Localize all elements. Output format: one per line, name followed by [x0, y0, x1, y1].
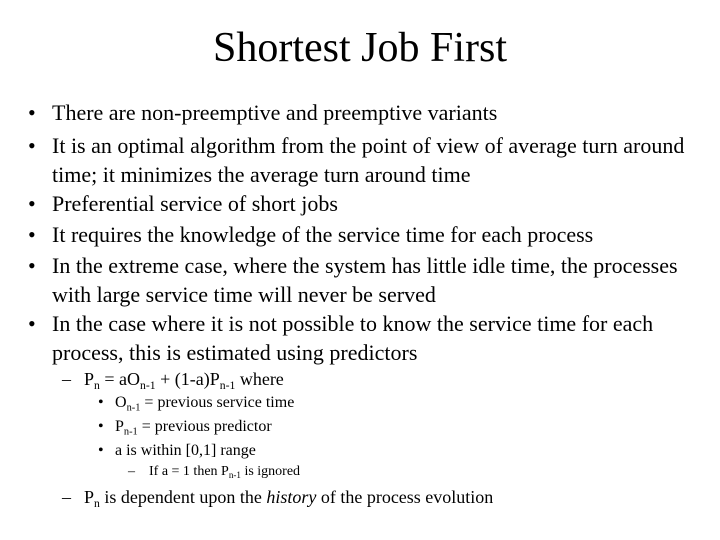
formula-text: $P_n = aO_{n-1} + (1-a)P_{n-1}$ where: [84, 369, 284, 393]
final-text: $P_n$ is dependent upon the history of the process evolution: [84, 487, 494, 511]
bullet-marker: •: [28, 133, 36, 158]
bullet-marker: •: [98, 394, 104, 411]
definition-text: a is within [0,1] range: [115, 442, 256, 459]
bullet-item: [28, 220, 698, 249]
final-item: [62, 485, 682, 509]
bullet-text: In the case where it is not possible to know the service time for each process, this is estimated using predictors: [52, 311, 654, 365]
dash-marker: –: [62, 369, 71, 389]
definition-item: [98, 440, 658, 462]
slide-title: Shortest Job First: [212, 25, 508, 71]
bullet-marker: •: [28, 253, 36, 278]
formula-item: [62, 367, 682, 391]
bullet-item: [28, 251, 698, 309]
bullet-marker: •: [28, 191, 36, 216]
bullet-marker: •: [28, 311, 36, 336]
bullet-text: Preferential service of short jobs: [52, 191, 338, 216]
bullet-text: It requires the knowledge of the service time for each process: [52, 222, 594, 247]
bullet-item: [28, 98, 698, 127]
bullet-item: [28, 189, 698, 218]
bullet-item: [28, 131, 698, 189]
bullet-text: In the extreme case, where the system has little idle time, the processes with large service time will never be served: [52, 253, 678, 307]
bullet-marker: •: [98, 442, 104, 459]
bullet-marker: •: [98, 418, 104, 435]
note-text: If a = 1 then $P_{n-1}$ is ignored: [149, 464, 301, 481]
definition-item: [98, 392, 658, 414]
bullet-text: There are non-preemptive and preemptive variants: [52, 100, 498, 125]
bullet-marker: •: [28, 222, 36, 247]
note-item: [128, 462, 628, 482]
bullet-item: [28, 309, 698, 367]
bullet-text: It is an optimal algorithm from the point of view of average turn around time; it minimizes the average turn around time: [52, 133, 685, 187]
definition-text: $P_{n-1}$ = previous predictor: [115, 418, 272, 438]
bullet-marker: •: [28, 100, 36, 125]
definition-item: [98, 416, 658, 438]
definition-text: $O_{n-1}$ = previous service time: [115, 394, 295, 414]
dash-marker: –: [128, 464, 135, 479]
dash-marker: –: [62, 487, 71, 507]
